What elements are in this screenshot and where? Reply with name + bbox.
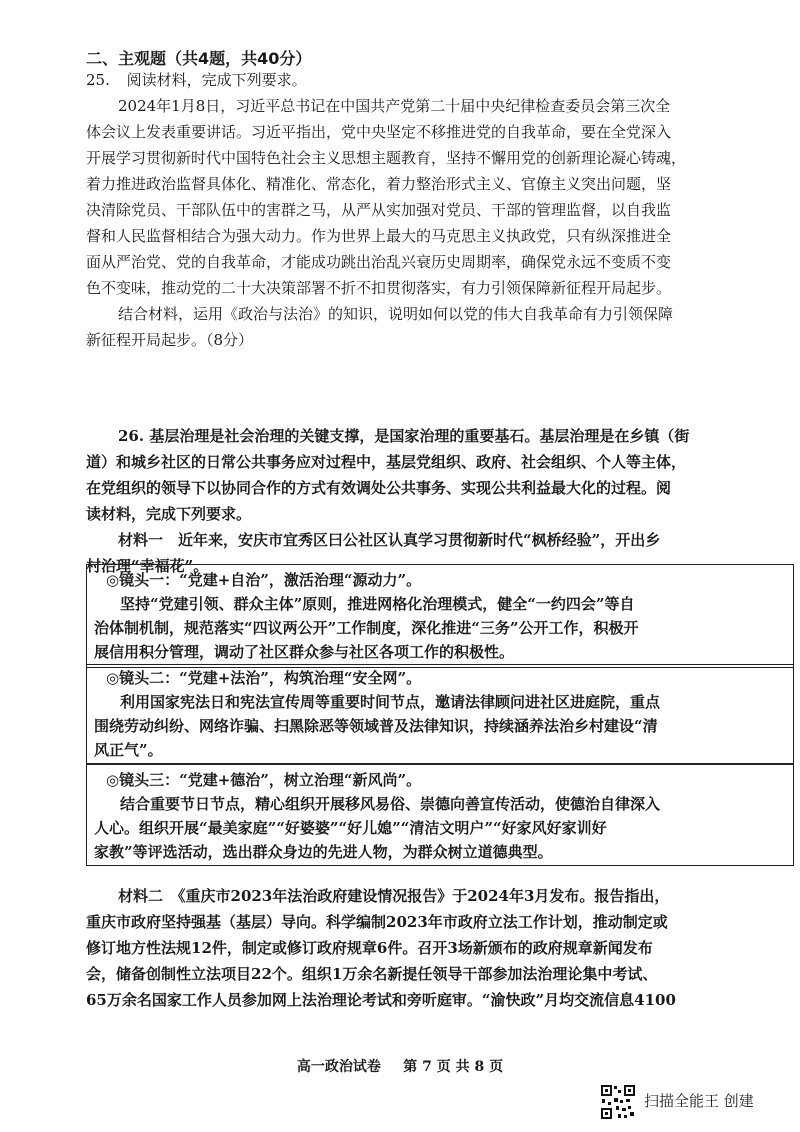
q26-intro-line: 读材料，完成下列要求。 <box>86 505 252 523</box>
scanner-watermark: 扫描全能王 创建 <box>644 1092 754 1110</box>
q25-material-line: 决清除党员、干部队伍中的害群之马，从严从实加强对党员、干部的管理监督，以自我监 <box>86 201 672 219</box>
q26-intro-line: 在党组织的领导下以协同合作的方式有效调处公共事务、实现公共利益最大化的过程。阅 <box>86 479 672 497</box>
scene-1-line: 治体制机制，规范落实“四议两公开”工作制度，深化推进“三务”公开工作，积极开 <box>94 619 639 637</box>
scene-2-title: ◎镜头二：“党建+法治”，构筑治理“安全网”。 <box>106 669 422 687</box>
material-1-line: 材料一 近年来，安庆市宜秀区曰公社区认真学习贯彻新时代“枫桥经验”，开出乡 <box>118 531 661 549</box>
page-footer <box>0 1056 800 1076</box>
scene-3-title: ◎镜头三：“党建+德治”，树立治理“新风尚”。 <box>106 771 422 789</box>
scene-2-line: 风正气”。 <box>94 741 163 759</box>
scene-3-line: 结合重要节日节点，精心组织开展移风易俗、崇德向善宣传活动，使德治自律深入 <box>120 795 661 813</box>
q25-task-line: 新征程开局起步。（8分） <box>86 331 254 349</box>
material-2-line: 重庆市政府坚持强基（基层）导向。科学编制2023年市政府立法工作计划，推动制定或 <box>86 913 668 931</box>
qr-code-icon <box>600 1084 636 1120</box>
scene-2-line: 利用国家宪法日和宪法宣传周等重要时间节点，邀请法律顾问进社区进庭院，重点 <box>120 693 661 711</box>
q25-material-line: 体会议上发表重要讲话。习近平指出，党中央坚定不移推进党的自我革命，要在全党深入 <box>86 123 672 141</box>
scene-1-line: 坚持“党建引领、群众主体”原则，推进网格化治理模式，健全“一约四会”等自 <box>120 595 635 613</box>
q25-material-line: 督和人民监督相结合为强大动力。作为世界上最大的马克思主义执政党，只有纵深推进全 <box>86 227 672 245</box>
q25-material-line: 着力推进政治监督具体化、精准化、常态化，着力整治形式主义、官僚主义突出问题，坚 <box>86 175 672 193</box>
material-2-line: 会，储备创制性立法项目22个。组织1万余名新提任领导干部参加法治理论集中考试、 <box>86 965 658 983</box>
page-number: 第 7 页 共 8 页 <box>403 1059 504 1075</box>
q26-intro-line: 道）和城乡社区的日常公共事务应对过程中，基层党组织、政府、社会组织、个人等主体， <box>86 453 687 471</box>
scene-3-line: 人心。组织开展“最美家庭”“好婆婆”“好儿媳”“清洁文明户”“好家风好家训好 <box>94 819 607 837</box>
material-1-line: 村治理“幸福花”。 <box>86 557 209 575</box>
section-title: 二、主观题（共4题，共40分） <box>86 49 312 68</box>
material-2-line: 修订地方性法规12件，制定或修订政府规章6件。召开3场新颁布的政府规章新闻发布 <box>86 939 653 957</box>
scene-1-title: ◎镜头一：“党建+自治”，激活治理“源动力”。 <box>106 571 422 589</box>
q25-material-line: 2024年1月8日，习近平总书记在中国共产党第二十届中央纪律检查委员会第三次全 <box>118 97 671 115</box>
material-2-line: 材料二 《重庆市2023年法治政府建设情况报告》于2024年3月发布。报告指出， <box>118 887 670 905</box>
q25-material-line: 开展学习贯彻新时代中国特色社会主义思想主题教育，坚持不懈用党的创新理论凝心铸魂， <box>86 149 687 167</box>
q25-material-line: 色不变味，推动党的二十大决策部署不折不扣贯彻落实，有力引领保障新征程开局起步。 <box>86 279 672 297</box>
scene-2-line: 围绕劳动纠纷、网络诈骗、扫黑除恶等领域普及法律知识，持续涵养法治乡村建设“清 <box>94 717 658 735</box>
exam-name: 高一政治试卷 <box>296 1059 381 1075</box>
q25-material-line: 面从严治党、党的自我革命，才能成功跳出治乱兴衰历史周期率，确保党永远不变质不变 <box>86 253 672 271</box>
q25-header <box>86 70 307 90</box>
q25-intro: 阅读材料，完成下列要求。 <box>126 71 307 89</box>
scene-3-line: 家教”等评选活动，选出群众身边的先进人物，为群众树立道德典型。 <box>94 843 553 861</box>
q25-task-line: 结合材料，运用《政治与法治》的知识，说明如何以党的伟大自我革命有力引领保障 <box>118 305 674 323</box>
scene-1-line: 展信用积分管理，调动了社区群众参与社区各项工作的积极性。 <box>94 643 515 661</box>
q25-number: 25. <box>86 71 110 89</box>
material-2-line: 65万余名国家工作人员参加网上法治理论考试和旁听庭审。“渝快政”月均交流信息4100 <box>86 991 676 1009</box>
q26-intro-line: 26. 基层治理是社会治理的关键支撑，是国家治理的重要基石。基层治理是在乡镇（街 <box>118 427 690 445</box>
